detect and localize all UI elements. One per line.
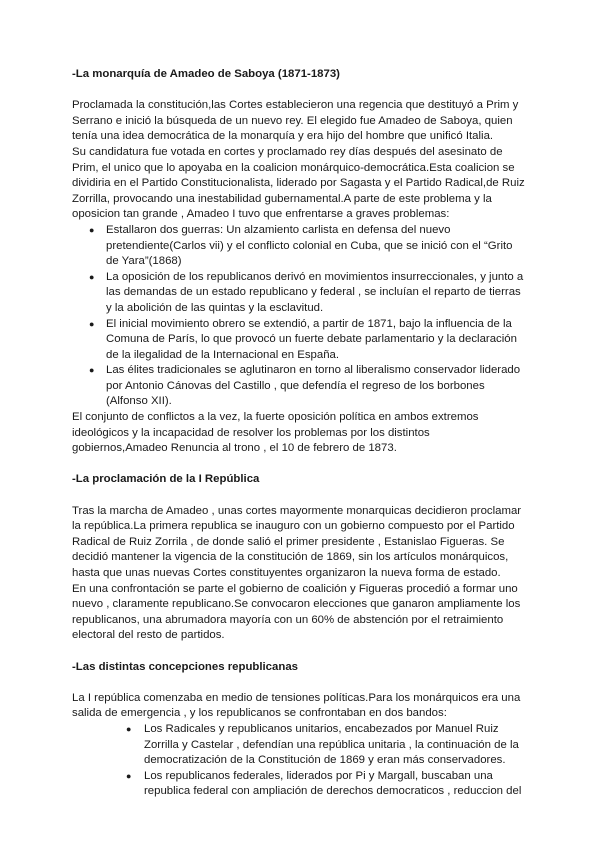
spacer: [72, 644, 528, 660]
bullet-list-problems: [72, 223, 528, 410]
paragraph: Su candidatura fue votada en cortes y proclamado rey días después del asesinato de Prim, el unico que lo apoyaba en la coalicion monárquico-democrática.Esta coalicion se dividiria en el Partido Constitucionalista, liderado por Sagasta y el Partido Radical,de Ruiz Zorrilla, provocando una inestabilidad gubernamental.A parte de este problema y la oposicion tan grande , Amadeo I tuvo que enfrentarse a graves problemas:: [72, 145, 525, 221]
paragraph: Proclamada la constitución,las Cortes establecieron una regencia que destituyó a Prim y Serrano e inició la búsqueda de un nuevo rey. El elegido fue Amadeo de Saboya, quien tenía una idea democrática de la monarquía y era hijo del hombre que unificó Italia.: [72, 99, 519, 143]
section-heading-amadeo: -La monarquía de Amadeo de Saboya (1871-1873): [72, 68, 340, 80]
list-item: ● Los Radicales y republicanos unitarios, encabezados por Manuel Ruiz Zorrilla y Castelar , defendían una república unitaria , la continuación de la democratización de la Constitución de 1869 y eran más conservadores.: [126, 722, 528, 769]
list-item: ● Las élites tradicionales se aglutinaron en torno al liberalismo conservador liderado por Antonio Cánovas del Castillo , que defendía el regreso de los borbones (Alfonso XII).: [72, 363, 528, 410]
paragraph: El conjunto de conflictos a la vez, la fuerte oposición política en ambos extremos ideológicos y la incapacidad de resolver los problemas por los distintos gobiernos,Amadeo Renuncia al trono , el 10 de febrero de 1873.: [72, 411, 479, 455]
section-heading-concepciones: -Las distintas concepciones republicanas: [72, 660, 298, 673]
list-item: ● La oposición de los republicanos derivó en movimientos insurreccionales, y junto a las demandas de un estado republicano y federal , se incluían el reparto de tierras y la abolición de las quintas y la esclavitud.: [72, 270, 528, 317]
paragraph: Tras la marcha de Amadeo , unas cortes mayormente monarquicas decidieron proclamar la república.La primera republica se inauguro con un gobierno compuesto por el Partido Radical de Ruiz Zorrila , de donde salió el primer presidente , Estanislao Figueras. Se decidió mantener la vigencia de la constitución de 1869, sin los artículos monárquicos, hasta que unas nuevas Cortes constituyentes organizaron la nueva forma de estado.: [72, 504, 522, 579]
spacer: [72, 457, 528, 473]
list-item: ● El inicial movimiento obrero se extendió, a partir de 1871, bajo la influencia de la Comuna de París, lo que provocó un fuerte debate parlamentario y la declaración de la ilegalidad de la Internacional en España.: [72, 317, 528, 364]
section-heading-proclamacion: -La proclamación de la I República: [72, 473, 260, 486]
bullet-list-bandos: [126, 722, 528, 800]
list-item: ● Estallaron dos guerras: Un alzamiento carlista en defensa del nuevo pretendiente(Carlos vii) y el conflicto colonial en Cuba, que se inició con el “Grito de Yara”(1868): [72, 223, 528, 270]
document-body: [72, 67, 528, 800]
paragraph: En una confrontación se parte el gobierno de coalición y Figueras procedió a formar uno nuevo , claramente republicano.Se convocaron elecciones que ganaron ampliamente los republicanos, una abrumadora mayoría con un 60% de abstención por el retraimiento electoral del resto de partidos.: [72, 582, 521, 642]
list-item: ● Los republicanos federales, liderados por Pi y Margall, buscaban una republica federal con ampliación de derechos democraticos , reduccion del: [126, 769, 528, 800]
paragraph: La I república comenzaba en medio de tensiones políticas.Para los monárquicos era una salida de emergencia , y los republicanos se confrontaban en dos bandos:: [72, 691, 521, 720]
